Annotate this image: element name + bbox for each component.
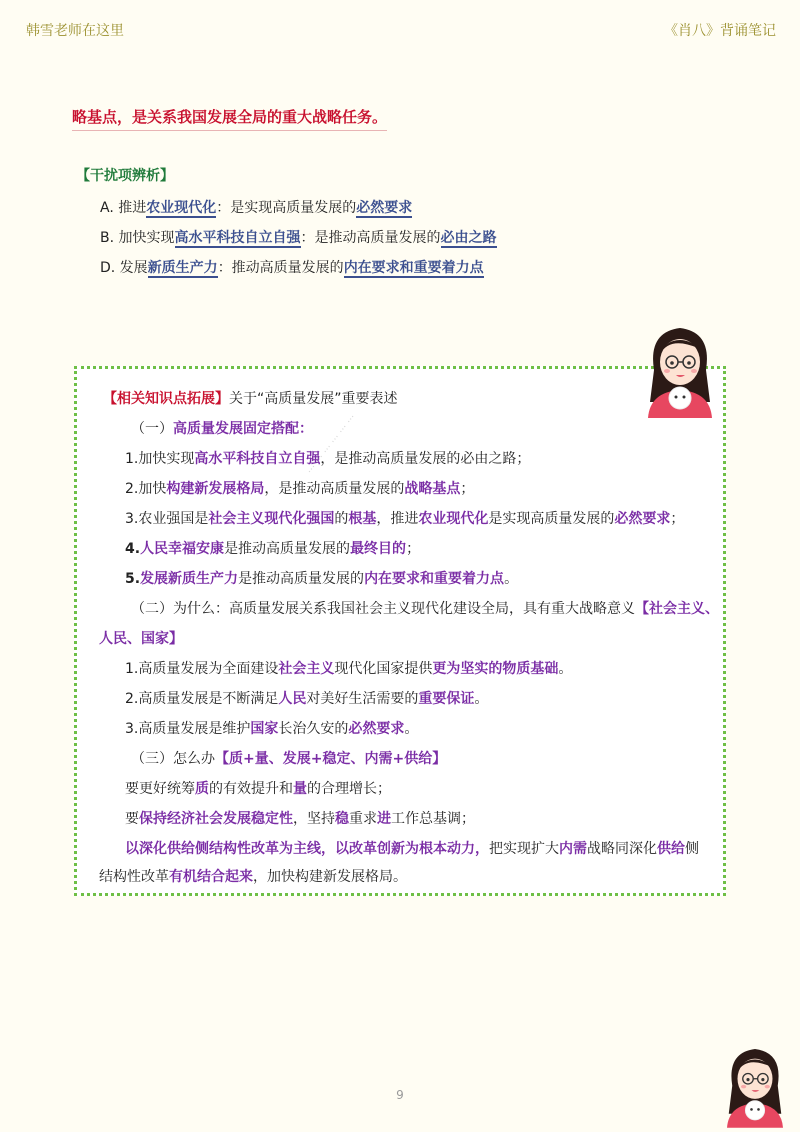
watermark-text: ··· ··· ··· ··· ··· ··· bbox=[305, 412, 359, 477]
sec1-num: （一） bbox=[131, 421, 173, 437]
text: 1.加快实现 bbox=[125, 451, 195, 467]
text: 重求 bbox=[349, 811, 377, 827]
option-b-key: 必由之路 bbox=[440, 230, 497, 246]
option-d bbox=[100, 257, 484, 277]
sec3-item-2 bbox=[125, 808, 475, 828]
text: 。 bbox=[474, 691, 489, 707]
text: 1.高质量发展为全面建设 bbox=[125, 661, 279, 677]
text: 5. bbox=[125, 571, 141, 587]
sec2-keywords: 【社会主义、 bbox=[635, 601, 719, 617]
highlight: 更为坚实的物质基础 bbox=[432, 661, 559, 677]
intro-line: 略基点，是关系我国发展全局的重大战略任务。 bbox=[72, 106, 387, 131]
highlight: 必然要求 bbox=[614, 511, 671, 527]
text: 是推动高质量发展的 bbox=[238, 571, 365, 587]
highlight: 构建新发展格局 bbox=[166, 481, 265, 497]
highlight: 供给 bbox=[657, 841, 685, 857]
text: 结构性改革 bbox=[99, 869, 169, 885]
highlight: 以深化供给侧结构性改革为主线，以改革创新为根本动力， bbox=[125, 841, 489, 857]
highlight: 必然要求 bbox=[348, 721, 405, 737]
sec1-item-5 bbox=[125, 568, 518, 588]
text: 。 bbox=[558, 661, 573, 677]
knowledge-box bbox=[74, 366, 726, 896]
sec2-keywords-cont: 人民、国家】 bbox=[99, 631, 183, 647]
sec3-item-1 bbox=[125, 778, 391, 798]
text: ； bbox=[406, 541, 421, 557]
option-d-mid: ：推动高质量发展的 bbox=[217, 260, 344, 276]
text: 要 bbox=[125, 811, 139, 827]
highlight: 重要保证 bbox=[418, 691, 475, 707]
text: 要更好统筹 bbox=[125, 781, 195, 797]
text: 是实现高质量发展的 bbox=[488, 511, 615, 527]
option-d-prefix: D. 发展 bbox=[100, 260, 148, 276]
sec2-heading bbox=[131, 598, 719, 618]
highlight: 稳 bbox=[335, 811, 349, 827]
knowledge-title: 【相关知识点拓展】 bbox=[103, 391, 229, 407]
text: 的 bbox=[334, 511, 349, 527]
sec3-heading bbox=[131, 748, 446, 768]
highlight: 国家 bbox=[250, 721, 279, 737]
highlight: 社会主义现代化强国 bbox=[208, 511, 335, 527]
highlight: 社会主义 bbox=[278, 661, 335, 677]
option-d-term: 新质生产力 bbox=[147, 260, 218, 276]
page-number: 9 bbox=[396, 1088, 404, 1102]
sec1-title: 高质量发展固定搭配： bbox=[173, 421, 313, 437]
text: 。 bbox=[504, 571, 519, 587]
option-b-prefix: B. 加快实现 bbox=[100, 230, 175, 246]
text: 长治久安的 bbox=[278, 721, 349, 737]
text: ，是推动高质量发展的必由之路； bbox=[320, 451, 531, 467]
option-a-term: 农业现代化 bbox=[146, 200, 217, 216]
sec1-item-2 bbox=[125, 478, 474, 498]
text: ，坚持 bbox=[293, 811, 335, 827]
highlight: 人民 bbox=[278, 691, 307, 707]
text: ； bbox=[670, 511, 685, 527]
highlight: 内需 bbox=[559, 841, 587, 857]
text: 的有效提升和 bbox=[209, 781, 293, 797]
sec2-item-2 bbox=[125, 688, 488, 708]
text: ，是推动高质量发展的 bbox=[264, 481, 405, 497]
teacher-avatar-icon-bottom bbox=[720, 1040, 790, 1128]
option-b bbox=[100, 227, 497, 247]
text: 2.高质量发展是不断满足 bbox=[125, 691, 279, 707]
highlight: 质 bbox=[195, 781, 209, 797]
text: 3.高质量发展是维护 bbox=[125, 721, 251, 737]
interference-title: 【干扰项辨析】 bbox=[76, 168, 174, 184]
option-b-mid: ：是推动高质量发展的 bbox=[300, 230, 441, 246]
highlight: 农业现代化 bbox=[418, 511, 489, 527]
sec1-heading bbox=[131, 418, 313, 438]
text: 3.农业强国是 bbox=[125, 511, 209, 527]
highlight: 最终目的 bbox=[350, 541, 407, 557]
text: 对美好生活需要的 bbox=[306, 691, 419, 707]
knowledge-title-line bbox=[103, 388, 398, 408]
option-a-key: 必然要求 bbox=[356, 200, 413, 216]
text: 侧 bbox=[685, 841, 699, 857]
sec2-text: （二）为什么：高质量发展关系我国社会主义现代化建设全局，具有重大战略意义 bbox=[131, 601, 635, 617]
sec3-item-3 bbox=[125, 838, 699, 858]
highlight: 进 bbox=[377, 811, 391, 827]
text: 。 bbox=[404, 721, 419, 737]
teacher-avatar-icon bbox=[640, 318, 720, 418]
highlight: 保持经济社会发展稳定性 bbox=[139, 811, 293, 827]
text: ，推进 bbox=[376, 511, 419, 527]
highlight: 发展新质生产力 bbox=[140, 571, 239, 587]
sec3-keywords: 【质+量、发展+稳定、内需+供给】 bbox=[215, 751, 447, 767]
option-d-key: 内在要求和重要着力点 bbox=[343, 260, 484, 276]
text: 工作总基调； bbox=[391, 811, 475, 827]
sec2-heading-cont bbox=[99, 628, 183, 648]
sec2-item-3 bbox=[125, 718, 418, 738]
option-a-mid: ：是实现高质量发展的 bbox=[216, 200, 357, 216]
sec1-item-3 bbox=[125, 508, 684, 528]
sec1-item-4 bbox=[125, 538, 420, 558]
text: 2.加快 bbox=[125, 481, 167, 497]
highlight: 人民幸福安康 bbox=[140, 541, 225, 557]
highlight: 根基 bbox=[348, 511, 377, 527]
highlight: 量 bbox=[293, 781, 307, 797]
sec3-text: （三）怎么办 bbox=[131, 751, 215, 767]
text: 把实现扩大 bbox=[489, 841, 559, 857]
text: ； bbox=[460, 481, 475, 497]
text: ，加快构建新发展格局。 bbox=[253, 869, 407, 885]
header-right-title: 《肖八》背诵笔记 bbox=[664, 23, 776, 39]
highlight: 高水平科技自立自强 bbox=[194, 451, 321, 467]
option-a bbox=[100, 197, 412, 217]
highlight: 内在要求和重要着力点 bbox=[364, 571, 505, 587]
highlight: 战略基点 bbox=[404, 481, 461, 497]
header-left-author: 韩雪老师在这里 bbox=[26, 23, 124, 39]
text: 的合理增长； bbox=[307, 781, 391, 797]
highlight: 有机结合起来 bbox=[169, 869, 253, 885]
sec2-item-1 bbox=[125, 658, 572, 678]
knowledge-subtitle: 关于“高质量发展”重要表述 bbox=[229, 391, 398, 407]
text: 战略同深化 bbox=[587, 841, 657, 857]
sec3-item-3-cont bbox=[99, 866, 407, 886]
option-a-prefix: A. 推进 bbox=[100, 200, 147, 216]
text: 是推动高质量发展的 bbox=[224, 541, 351, 557]
text: 4. bbox=[125, 541, 141, 557]
option-b-term: 高水平科技自立自强 bbox=[174, 230, 301, 246]
text: 现代化国家提供 bbox=[334, 661, 433, 677]
